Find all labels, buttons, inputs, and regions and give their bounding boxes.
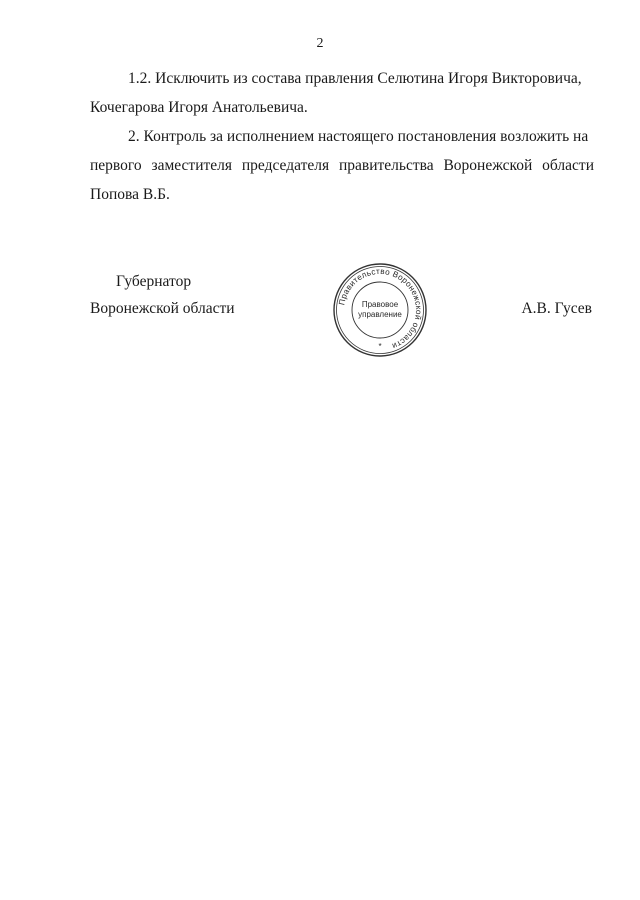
paragraph-2-line-1: 2. Контроль за исполнением настоящего постановления возложить на: [128, 128, 589, 145]
page-number: 2: [316, 36, 324, 51]
stamp-bottom-mark: *: [378, 342, 382, 351]
official-stamp: [330, 260, 430, 360]
position-line-1: Губернатор: [116, 273, 192, 290]
paragraph-2-line-3: Попова В.Б.: [90, 186, 170, 203]
position-line-2: Воронежской области: [90, 300, 235, 317]
signatory-name: А.В. Гусев: [521, 300, 592, 317]
paragraph-1: [90, 64, 594, 122]
paragraph-1-line-1: 1.2. Исключить из состава правления Селютина Игоря Викторовича,: [128, 70, 582, 87]
paragraph-1-line-2: Кочегарова Игоря Анатольевича.: [90, 99, 308, 116]
document-body: [90, 64, 594, 209]
stamp-ring-text: Правительство Воронежской области: [337, 266, 424, 351]
stamp-center-line-2: управление: [358, 310, 402, 319]
paragraph-2-line-2: первого заместителя председателя правительства Воронежской области: [90, 157, 594, 174]
stamp-seal-icon: [330, 260, 430, 360]
signatory-position: [90, 268, 235, 322]
paragraph-2: [90, 122, 594, 209]
stamp-center-line-1: Правовое: [361, 300, 399, 309]
